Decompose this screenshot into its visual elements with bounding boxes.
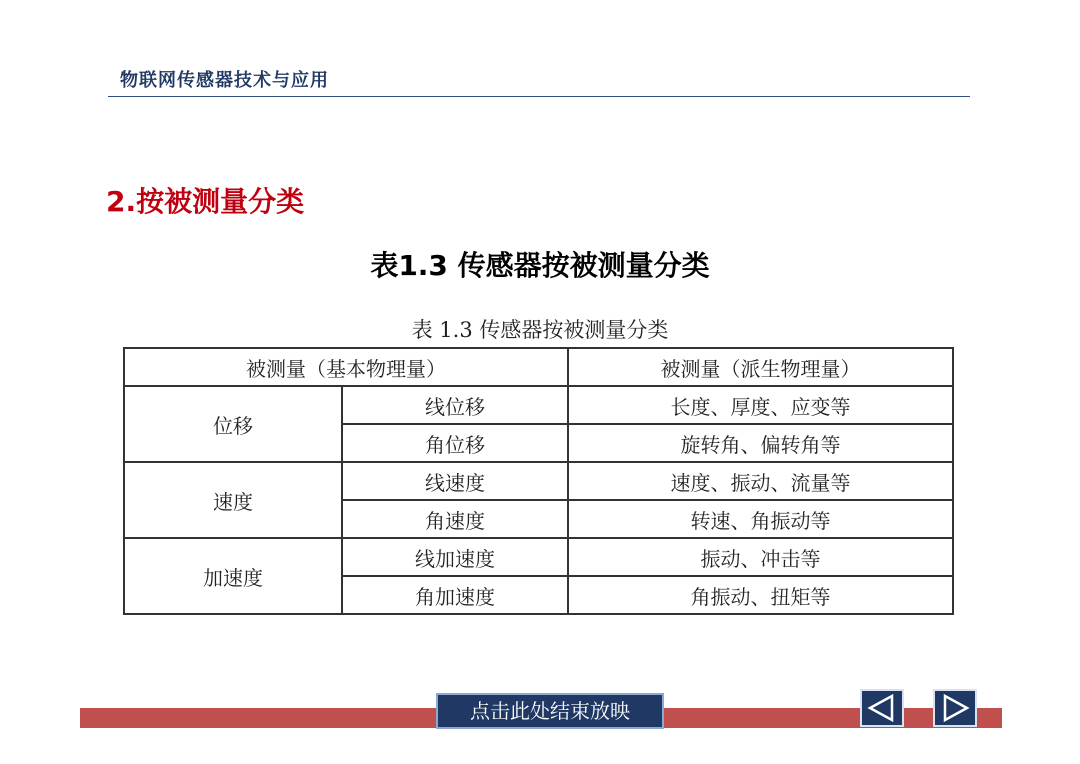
sub-cell: 线速度 [342,462,568,500]
sub-cell: 角速度 [342,500,568,538]
triangle-right-icon [935,691,975,725]
table-header-row [124,348,953,386]
table-row [124,462,953,500]
derived-cell: 速度、振动、流量等 [568,462,953,500]
sub-cell: 线位移 [342,386,568,424]
sub-cell: 角加速度 [342,576,568,614]
previous-slide-button[interactable] [860,689,904,727]
table-row [124,386,953,424]
triangle-left-icon [862,691,902,725]
sub-cell: 线加速度 [342,538,568,576]
derived-cell: 转速、角振动等 [568,500,953,538]
header-divider [108,96,970,97]
next-slide-button[interactable] [933,689,977,727]
section-heading: 2.按被测量分类 [106,185,305,218]
header-cell-basic: 被测量（基本物理量） [124,348,568,386]
derived-cell: 长度、厚度、应变等 [568,386,953,424]
measurand-table [123,347,954,615]
derived-cell: 旋转角、偏转角等 [568,424,953,462]
table-caption: 表 1.3 传感器按被测量分类 [411,318,669,342]
group-cell: 加速度 [124,538,342,614]
derived-cell: 角振动、扭矩等 [568,576,953,614]
sub-cell: 角位移 [342,424,568,462]
group-cell: 位移 [124,386,342,462]
slide-caption: 表1.3 传感器按被测量分类 [370,249,710,282]
derived-cell: 振动、冲击等 [568,538,953,576]
end-show-button[interactable]: 点击此处结束放映 [436,693,664,729]
header-title: 物联网传感器技术与应用 [120,70,329,91]
header-cell-derived: 被测量（派生物理量） [568,348,953,386]
group-cell: 速度 [124,462,342,538]
table-row [124,538,953,576]
